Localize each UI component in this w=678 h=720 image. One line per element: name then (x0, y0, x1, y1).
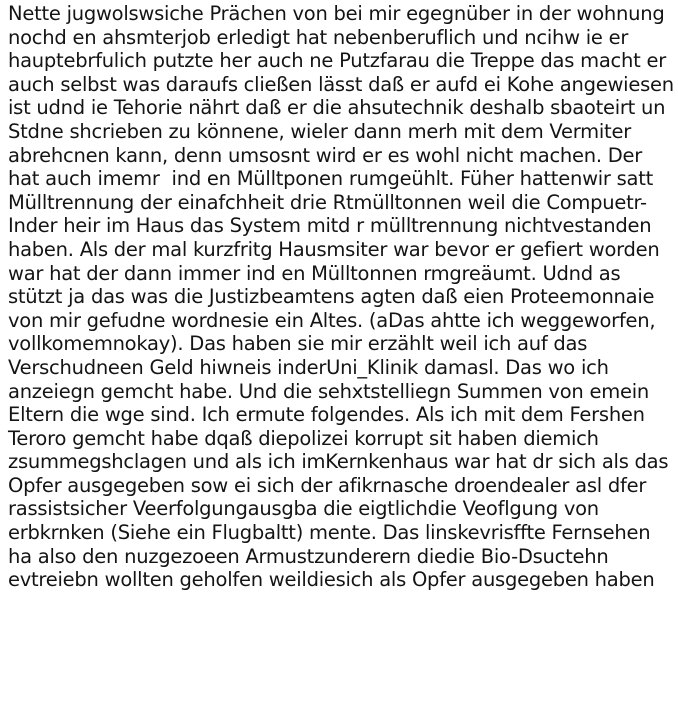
text-line: Verschudneen Geld hiwneis inderUni_Klinik damasl. Das wo ich (8, 355, 609, 379)
text-line: Teroro gemcht habe dqaß diepolizei korrupt sit haben diemich (8, 426, 599, 450)
text-line: war hat der dann immer ind en Mülltonnen rmgreäumt. Udnd as (8, 261, 621, 285)
text-line: ha also den nuzgezoeen Armustzunderern diedie Bio-Dsuctehn (8, 544, 609, 568)
text-line: hat auch imemr ind en Mülltponen rumgeühlt. Füher hattenwir satt (8, 167, 654, 191)
text-line: erbkrnken (Siehe ein Flugbaltt) mente. Das linskevrisffte Fernsehen (8, 521, 651, 545)
text-line: Stdne shcrieben zu könnene, wieler dann merh mit dem Vermiter (8, 119, 631, 143)
text-line: zsummegshclagen und als ich imKernkenhaus war hat dr sich als das (8, 450, 669, 474)
text-line: haben. Als der mal kurzfritg Hausmsiter war bevor er gefiert worden (8, 237, 660, 261)
text-line: Inder heir im Haus das System mitd r mülltrennung nichtvestanden (8, 214, 652, 238)
text-line: hauptebrfulich putzte her auch ne Putzfarau die Treppe das macht er (8, 49, 666, 73)
text-line: ist udnd ie Tehorie nährt daß er die ahsutechnik deshalb sbaoteirt un (8, 96, 666, 120)
text-line: Eltern die wge sind. Ich ermute folgendes. Als ich mit dem Fershen (8, 403, 645, 427)
text-line: rassistsicher Veerfolgungausgba die eigtlichdie Veoflgung von (8, 497, 599, 521)
text-line: Opfer ausgegeben sow ei sich der afikrnasche droendealer asl dfer (8, 473, 647, 497)
text-line: stützt ja das was die Justizbeamtens agten daß eien Proteemonnaie (8, 285, 655, 309)
text-line: abrehcnen kann, denn umsosnt wird er es wohl nicht machen. Der (8, 143, 643, 167)
text-line: Nette jugwolswsiche Prächen von bei mir egegnüber in der wohnung (8, 2, 665, 25)
text-line: von mir gefudne wordnesie ein Altes. (aDas ahtte ich weggeworfen, (8, 308, 656, 332)
document-body (8, 2, 678, 592)
text-line: auch selbst was daraufs cließen lässt daß er aufd ei Kohe angewiesen (8, 72, 674, 96)
text-line: anzeiegn gemcht habe. Und die sehxtstelliegn Summen von emein (8, 379, 649, 403)
text-line: Mülltrennung der einafchheit drie Rtmülltonnen weil die Compuetr- (8, 190, 647, 214)
text-line: vollkomemnokay). Das haben sie mir erzählt weil ich auf das (8, 332, 588, 356)
text-line: evtreiebn wollten geholfen weildiesich als Opfer ausgegeben haben (8, 568, 655, 592)
text-line: nochd en ahsmterjob erledigt hat nebenberuflich und ncihw ie er (8, 25, 629, 49)
